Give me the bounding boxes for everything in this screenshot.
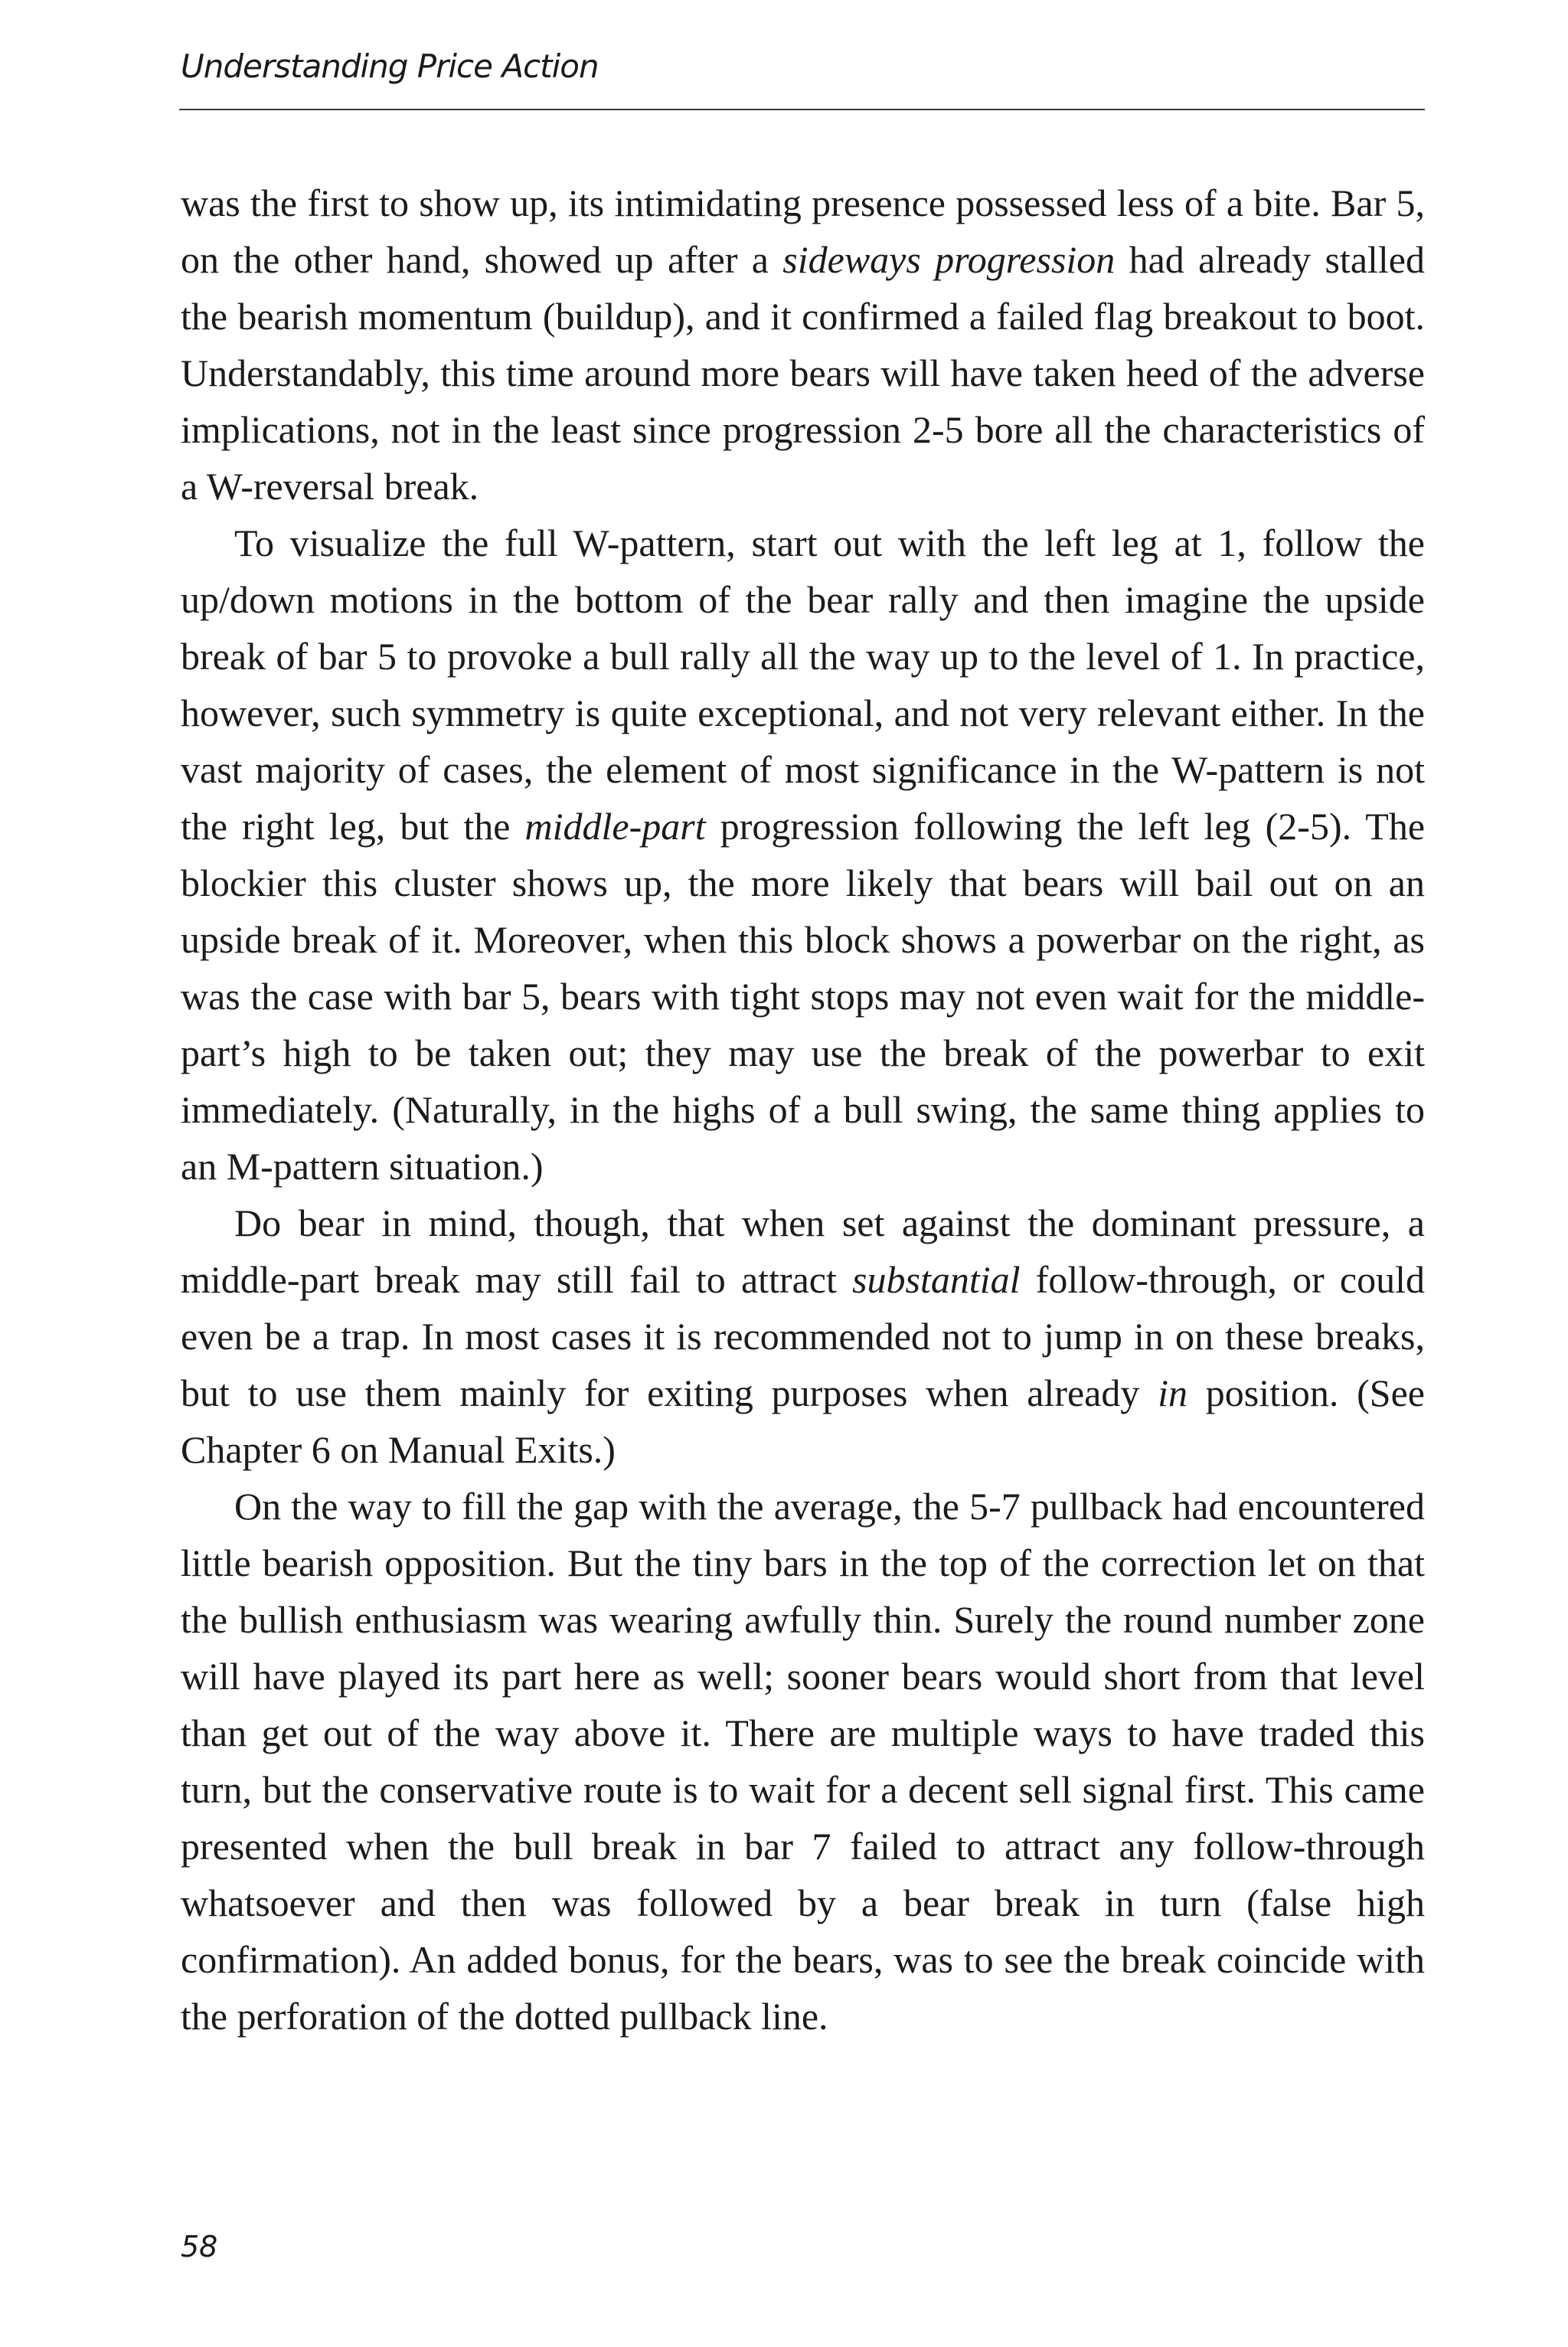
header-rule	[179, 109, 1425, 110]
italic-term: sideways progression	[782, 238, 1116, 281]
page-number: 58	[181, 2230, 218, 2264]
text-segment: position. (See Chapter 6 on Manual Exits.)	[181, 1371, 1426, 1471]
paragraph-1	[181, 175, 1425, 515]
running-head-title: Understanding Price Action	[181, 47, 599, 85]
text-segment: To visualize the full W-pattern, start out with the left leg at 1, follow the up/down motions in the bottom of the bear rally and then imagine the upside break of bar 5 to provoke a bull rally all the way up to the level of 1. In practice, however, such symmetry is quite exceptional, and not very relevant either. In the vast majority of cases, the element of most significance in the W-pattern is not the right leg, but the	[181, 521, 1425, 848]
text-segment: was the first to show up, its intimidating presence possessed less of a bite. Bar 5, on the other hand, showed up after a	[181, 181, 1425, 281]
paragraph-3	[181, 1195, 1425, 1478]
text-segment: had already stalled the bearish momentum (buildup), and it confirmed a failed flag breakout to boot. Understandably, this time around more bears will have taken heed of the adverse implications, not in the least since progression 2-5 bore all the characteristics of a W-reversal break.	[181, 238, 1425, 508]
text-segment: progression following the left leg (2-5). The blockier this cluster shows up, the more likely that bears will bail out on an upside break of it. Moreover, when this block shows a powerbar on the right, as was the case with bar 5, bears with tight stops may not even wait for the middle-part’s high to be taken out; they may use the break of the powerbar to exit immediately. (Naturally, in the highs of a bull swing, the same thing applies to an M-pattern situation.)	[181, 805, 1426, 1188]
italic-term: substantial	[852, 1258, 1021, 1301]
paragraph-2	[181, 515, 1425, 1195]
paragraph-4	[181, 1478, 1425, 2045]
text-segment: follow-through, or could even be a trap. In most cases it is recommended not to jump in on these breaks, but to use them mainly for exiting purposes when already	[181, 1258, 1425, 1414]
body-text	[181, 175, 1425, 2045]
text-segment: Do bear in mind, though, that when set against the dominant pressure, a middle-part break may still fail to attract	[181, 1201, 1425, 1301]
italic-term: middle-part	[524, 805, 706, 848]
italic-term: in	[1158, 1371, 1188, 1414]
text-segment: On the way to fill the gap with the average, the 5-7 pullback had encountered little bearish opposition. But the tiny bars in the top of the correction let on that the bullish enthusiasm was wearing awfully thin. Surely the round number zone will have played its part here as well; sooner bears would short from that level than get out of the way above it. There are multiple ways to have traded this turn, but the conservative route is to wait for a decent sell signal first. This came presented when the bull break in bar 7 failed to attract any follow-through whatsoever and then was followed by a bear break in turn (false high confirmation). An added bonus, for the bears, was to see the break coincide with the perforation of the dotted pullback line.	[181, 1485, 1425, 2038]
